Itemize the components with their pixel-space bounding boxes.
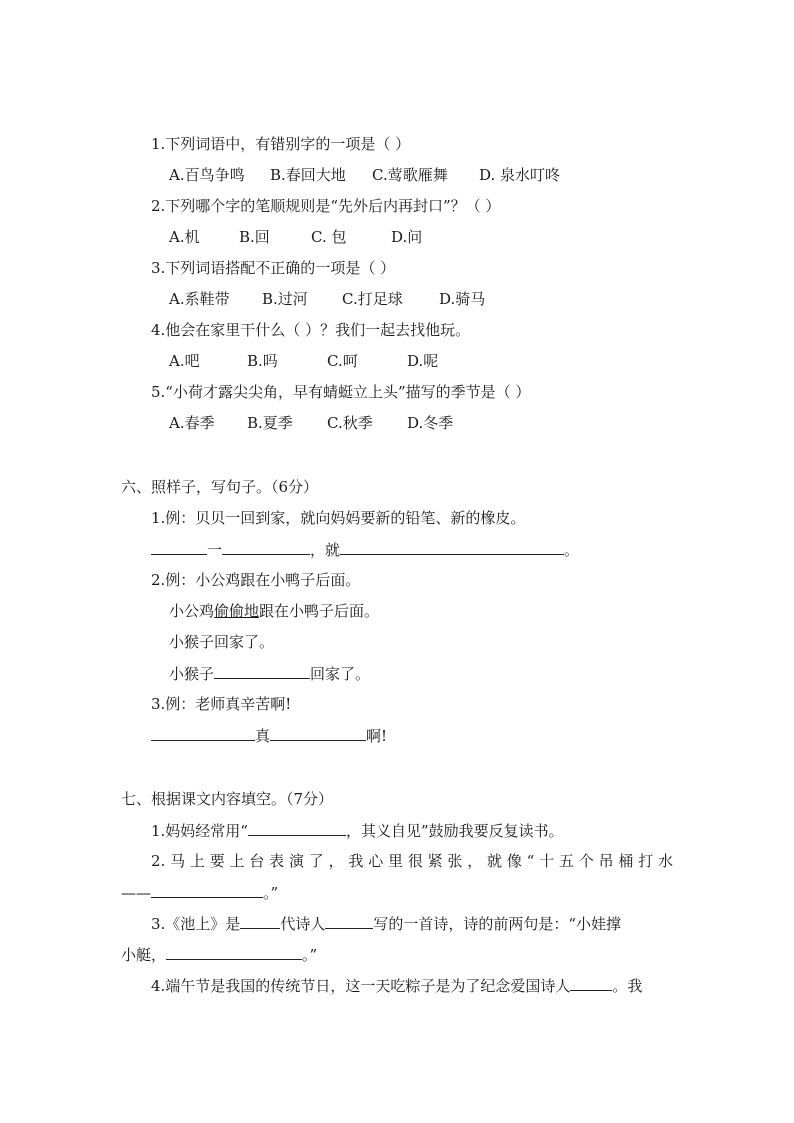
answer-blank[interactable] (270, 725, 366, 741)
text: —— (121, 884, 151, 902)
text: 啊! (366, 727, 388, 745)
option-c: C.呵 (327, 352, 358, 370)
option-c: C.莺歌雁舞 (372, 166, 448, 184)
text: 。” (263, 884, 279, 902)
section-6-title: 六、照样子，写句子。（6分） (121, 478, 319, 496)
section-7-q1 (151, 820, 564, 841)
option-d: D.呢 (407, 352, 439, 370)
section-7-q2-line1 (151, 851, 673, 871)
text: 小猴子 (169, 665, 215, 683)
option-c: C.秋季 (327, 414, 373, 432)
answer-blank[interactable] (151, 882, 263, 898)
option-b: B.春回大地 (270, 166, 346, 184)
section-6-q2-example: 2.例：小公鸡跟在小鸭子后面。 (151, 571, 361, 589)
option-b: B.过河 (262, 290, 308, 308)
section-7-q3-line1 (151, 913, 621, 934)
question-4 (151, 320, 470, 340)
option-d: D. 泉水叮咚 (479, 166, 561, 184)
section-6-q2-model (169, 601, 379, 621)
option-a: A.春季 (169, 414, 215, 432)
option-b: B.回 (239, 228, 270, 246)
option-b: B.吗 (247, 352, 278, 370)
answer-blank[interactable] (151, 725, 255, 741)
answer-blank[interactable] (151, 539, 207, 555)
answer-blank[interactable] (166, 944, 302, 960)
text: ，其义自见”鼓励我要反复读书。 (345, 822, 564, 840)
question-3-options (169, 289, 485, 309)
section-7-q3-line2 (121, 944, 317, 965)
answer-blank[interactable] (340, 539, 564, 555)
text: 一 (207, 541, 223, 559)
option-a: A.机 (169, 228, 200, 246)
question-5-options (169, 413, 453, 433)
option-b: B.夏季 (247, 414, 293, 432)
answer-blank[interactable] (325, 913, 373, 929)
underlined-word: 偷偷地 (214, 602, 260, 620)
question-stem: 3.下列词语搭配不正确的一项是（ ） (151, 259, 396, 277)
text: 2.马上要上台表演了，我心里很紧张，就像“十五个吊桶打水 (151, 852, 673, 870)
question-stem: 1.下列词语中，有错别字的一项是（ ） (151, 135, 411, 153)
option-a: A.系鞋带 (169, 290, 230, 308)
answer-blank[interactable] (214, 663, 310, 679)
text: 跟在小鸭子后面。 (259, 602, 380, 620)
section-7-q2-line2 (121, 882, 278, 903)
option-a: A.吧 (169, 352, 200, 370)
answer-blank[interactable] (222, 539, 310, 555)
question-1-options (169, 165, 560, 185)
text: 回家了。 (310, 665, 371, 683)
option-c: C.打足球 (342, 290, 403, 308)
section-7-title: 七、根据课文内容填空。（7分） (121, 790, 334, 808)
question-3 (151, 258, 395, 278)
question-4-options (169, 351, 438, 371)
section-7-q4 (151, 975, 642, 996)
question-2 (151, 196, 500, 216)
question-stem: 5.“小荷才露尖尖角，早有蜻蜓立上头”描写的季节是（ ） (151, 383, 531, 401)
section-6-q3-example: 3.例：老师真辛苦啊! (151, 695, 292, 713)
answer-blank[interactable] (248, 820, 346, 836)
option-d: D.骑马 (439, 290, 486, 308)
text: 写的一首诗，诗的前两句是：“小娃撑 (373, 915, 621, 933)
text: 。 (564, 541, 580, 559)
question-2-options (169, 227, 422, 247)
option-c: C. 包 (311, 228, 347, 246)
text: 。我 (612, 977, 643, 995)
section-6-q1-answer (151, 539, 579, 560)
answer-blank[interactable] (240, 913, 280, 929)
text: 3.《池上》是 (151, 915, 241, 933)
question-1 (151, 134, 410, 154)
option-a: A.百鸟争鸣 (169, 166, 245, 184)
question-stem: 2.下列哪个字的笔顺规则是“先外后内再封口”？（ ） (151, 197, 501, 215)
text: 。” (302, 946, 318, 964)
section-6-q1-example: 1.例：贝贝一回到家，就向妈妈要新的铅笔、新的橡皮。 (151, 509, 526, 527)
question-stem: 4.他会在家里干什么（ ）？我们一起去找他玩。 (151, 321, 471, 339)
text: 真 (255, 727, 271, 745)
text: 小艇， (121, 946, 167, 964)
text: 小公鸡 (169, 602, 215, 620)
text: 代诗人 (280, 915, 326, 933)
answer-blank[interactable] (570, 975, 612, 991)
option-d: D.冬季 (407, 414, 454, 432)
option-d: D.问 (391, 228, 423, 246)
section-6-q2-answer (169, 663, 370, 684)
section-6-q2-sentence: 小猴子回家了。 (169, 633, 275, 651)
section-6-q3-answer (151, 725, 387, 746)
question-5 (151, 382, 530, 402)
text: 1.妈妈经常用“ (151, 822, 248, 840)
text: 4.端午节是我国的传统节日，这一天吃粽子是为了纪念爱国诗人 (151, 977, 571, 995)
text: ，就 (310, 541, 341, 559)
